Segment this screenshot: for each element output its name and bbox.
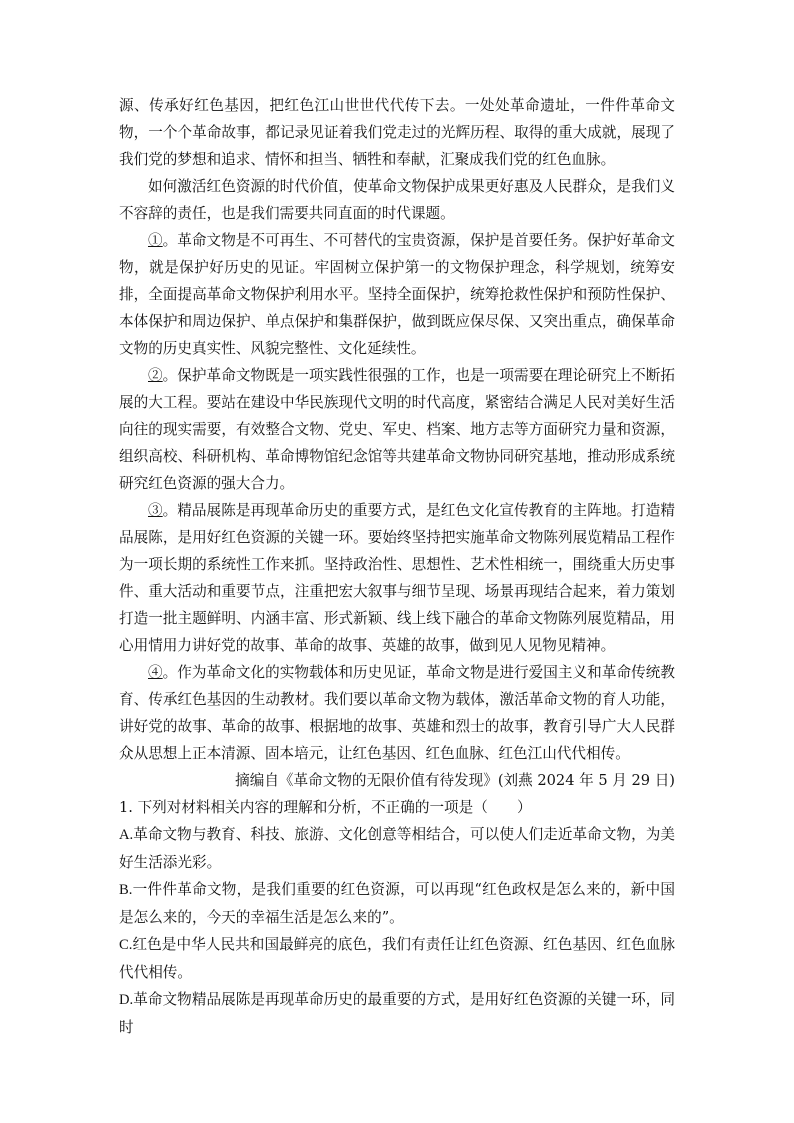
- option-text: 革命文物精品展陈是再现革命历史的最重要的方式，是用好红色资源的关键一环，同时: [119, 991, 675, 1036]
- blank-marker-2: ②: [148, 367, 163, 384]
- paragraph-text: 。精品展陈是再现革命历史的重要方式，是红色文化宣传教育的主阵地。打造精品展陈，是用好红色资源的关键一环。要始终坚持把实施革命文物陈列展览精品工程作为一项长期的系统性工作来抓。坚持政治性、思想性、艺术性相统一，围绕重大历史事件、重大活动和重要节点，注重把宏大叙事与细节呈现、场景再现结合起来，着力策划打造一批主题鲜明、内涵丰富、形式新颖、线上线下融合的革命文物陈列展览精品，用心用情用力讲好党的故事、革命的故事、英雄的故事，做到见人见物见精神。: [119, 502, 675, 654]
- document-page: [119, 92, 675, 1041]
- option-d: [119, 986, 675, 1041]
- paragraph-text: 源、传承好红色基因，把红色江山世世代代传下去。一处处革命遗址，一件件革命文物，一个个革命故事，都记录见证着我们党走过的光辉历程、取得的重大成就，展现了我们党的梦想和追求、情怀和担当、牺牲和奉献，汇聚成我们党的红色血脉。: [119, 97, 675, 168]
- article-paragraph: [119, 173, 675, 227]
- paragraph-text: 。作为革命文化的实物载体和历史见证，革命文物是进行爱国主义和革命传统教育、传承红色基因的生动教材。我们要以革命文物为载体，激活革命文物的育人功能，讲好党的故事、革命的故事、根据地的故事、英雄和烈士的故事，教育引导广大人民群众从思想上正本清源、固本培元，让红色基因、红色血脉、红色江山代代相传。: [119, 664, 675, 762]
- article-paragraph: [119, 362, 675, 497]
- option-text: 革命文物与教育、科技、旅游、文化创意等相结合，可以使人们走近革命文物，为美好生活添光彩。: [119, 826, 675, 871]
- option-letter: C.: [119, 937, 133, 953]
- option-letter: A.: [119, 827, 134, 843]
- article-paragraph: [119, 92, 675, 173]
- article-paragraph: [119, 659, 675, 767]
- blank-marker-1: ①: [148, 232, 163, 249]
- option-c: [119, 931, 675, 986]
- option-a: [119, 821, 675, 876]
- option-text: 一件件革命文物，是我们重要的红色资源，可以再现“红色政权是怎么来的，新中国是怎么来的，今天的幸福生活是怎么来的”。: [119, 881, 675, 926]
- option-b: [119, 876, 675, 931]
- paragraph-text: 。保护革命文物既是一项实践性很强的工作，也是一项需要在理论研究上不断拓展的大工程。要站在建设中华民族现代文明的时代高度，紧密结合满足人民对美好生活向往的现实需要，有效整合文物、党史、军史、档案、地方志等方面研究力量和资源，组织高校、科研机构、革命博物馆纪念馆等共建革命文物协同研究基地，推动形成系统研究红色资源的强大合力。: [119, 367, 675, 492]
- option-letter: B.: [119, 882, 133, 898]
- question-stem: 1. 下列对材料相关内容的理解和分析，不正确的一项是（ ）: [119, 799, 532, 816]
- article-paragraph: [119, 227, 675, 362]
- blank-marker-4: ④: [148, 664, 163, 681]
- paragraph-text: 。革命文物是不可再生、不可替代的宝贵资源，保护是首要任务。保护好革命文物，就是保护好历史的见证。牢固树立保护第一的文物保护理念，科学规划，统筹安排，全面提高革命文物保护利用水平。坚持全面保护，统筹抢救性保护和预防性保护、本体保护和周边保护、单点保护和集群保护，做到既应保尽保、又突出重点，确保革命文物的历史真实性、风貌完整性、文化延续性。: [119, 232, 675, 357]
- article-source: 摘编自《革命文物的无限价值有待发现》(刘燕 2024 年 5 月 29 日): [235, 772, 675, 789]
- paragraph-text: 如何激活红色资源的时代价值，使革命文物保护成果更好惠及人民群众，是我们义不容辞的责任，也是我们需要共同直面的时代课题。: [119, 178, 675, 222]
- article-paragraph: [119, 497, 675, 659]
- blank-marker-3: ③: [148, 502, 163, 519]
- option-letter: D.: [119, 992, 134, 1008]
- option-text: 红色是中华人民共和国最鲜亮的底色，我们有责任让红色资源、红色基因、红色血脉代代相传。: [119, 936, 675, 981]
